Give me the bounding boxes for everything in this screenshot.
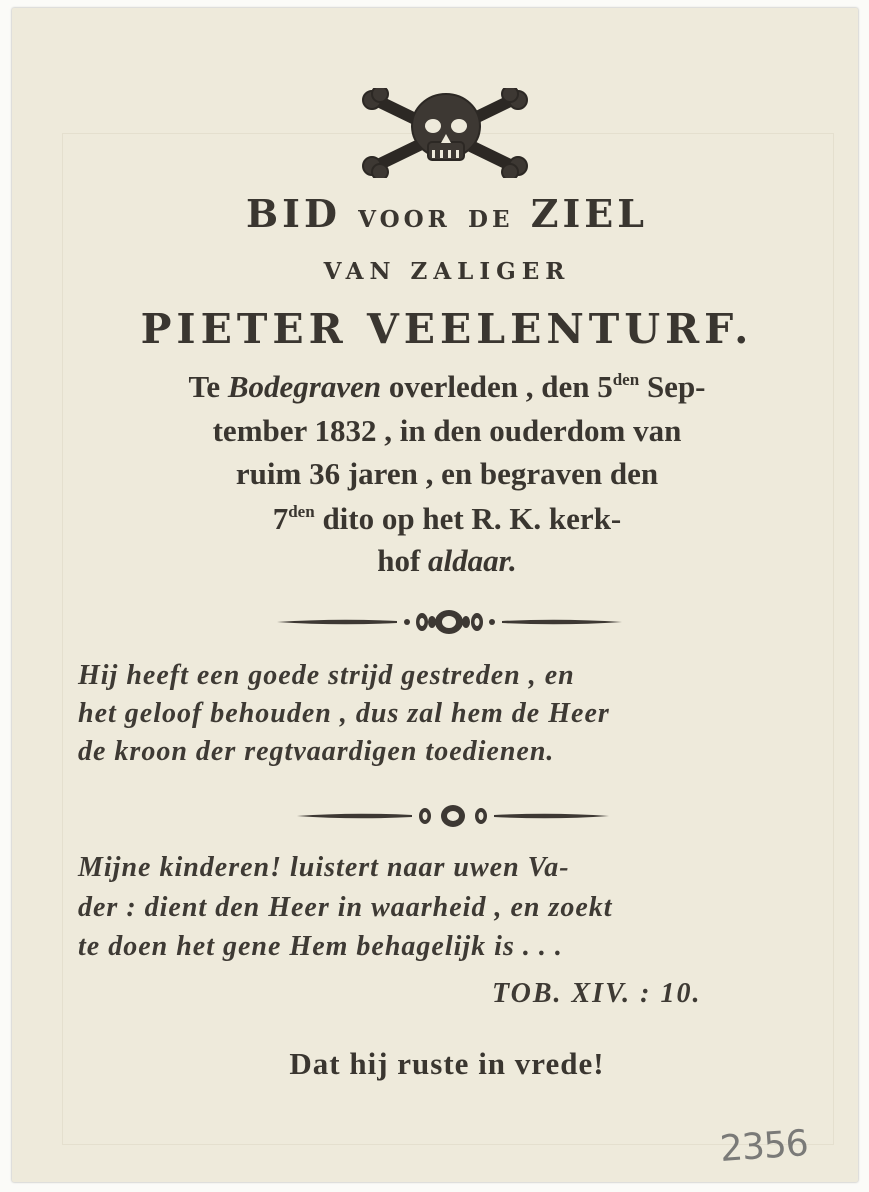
heading-bid: BID (246, 191, 341, 236)
body-line-5 (52, 543, 842, 579)
body-line-4-prefix: 7 (272, 501, 289, 536)
body-line-2: tember 1832 , in den ouderdom van (212, 413, 682, 448)
body-line-1-sup: den (612, 370, 640, 389)
subheading: VAN ZALIGER (323, 258, 571, 285)
scripture-reference: TOB. XIV. : 10. (492, 978, 702, 1009)
body-line-1 (52, 369, 842, 405)
ornamental-divider-icon (277, 608, 622, 636)
body-line-5-italic: aldaar. (428, 543, 517, 578)
heading-line (52, 191, 842, 236)
skull-and-crossbones-icon (362, 88, 534, 178)
body-line-4-suffix: dito op het R. K. kerk- (322, 501, 622, 536)
pencil-catalog-number: 2356 (718, 1122, 809, 1171)
deceased-name: PIETER VEELENTURF. (140, 305, 754, 353)
place-name: Bodegraven (227, 369, 382, 404)
body-line-4 (52, 501, 842, 537)
heading-ziel: ZIEL (530, 191, 648, 236)
memorial-card (12, 8, 858, 1182)
closing-prayer: Dat hij ruste in vrede! (289, 1046, 605, 1081)
heading-de: DE (468, 206, 514, 233)
body-line-1-suffix: Sep- (646, 369, 706, 404)
body-line-1-prefix: Te (188, 369, 221, 404)
body-line-4-sup: den (288, 502, 315, 521)
heading-voor: VOOR (358, 206, 451, 233)
body-line-3: ruim 36 jaren , en begraven den (235, 456, 659, 491)
scripture-quote-2-line-2: der : dient den Heer in waarheid , en zoekt (78, 892, 613, 923)
scripture-quote-1-line-3: de kroon der regtvaardigen toedienen. (78, 736, 555, 767)
scripture-quote-1-line-2: het geloof behouden , dus zal hem de Heer (78, 698, 610, 729)
scripture-quote-1-line-1: Hij heeft een goede strijd gestreden , en (78, 660, 575, 691)
body-line-1-mid: overleden , den 5 (388, 369, 613, 404)
scripture-quote-2-line-3: te doen het gene Hem behagelijk is . . . (78, 931, 563, 962)
scripture-quote-2-line-1: Mijne kinderen! luistert naar uwen Va- (78, 852, 570, 883)
ornamental-divider-icon (297, 803, 609, 829)
body-line-5-prefix: hof (377, 543, 421, 578)
